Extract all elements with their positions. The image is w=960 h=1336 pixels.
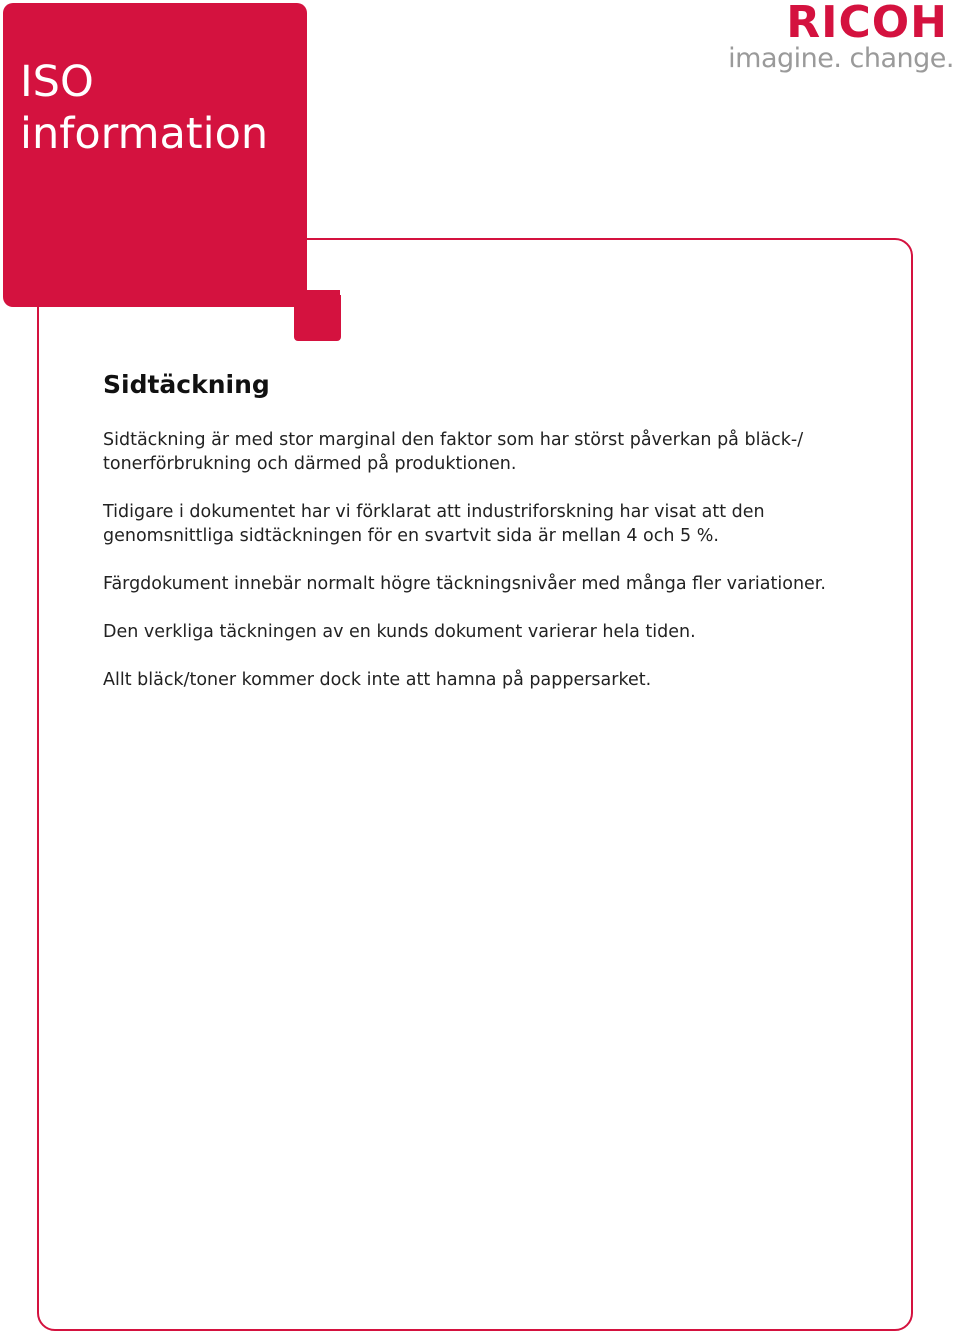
section-title: Sidtäckning (103, 370, 270, 399)
header-tab (294, 295, 341, 341)
main-content (103, 368, 863, 716)
logo-tagline: imagine. change. (728, 43, 954, 74)
paragraph-1: Sidtäckning är med stor marginal den faktor som har störst påverkan på bläck-/ tonerförbrukning och därmed på produktionen. (103, 430, 804, 474)
page-title (20, 56, 268, 160)
logo-brand-text: RICOH (786, 0, 948, 48)
page-title-line-1: ISO (20, 57, 94, 107)
ricoh-logo (728, 0, 956, 80)
paragraph-4: Den verkliga täckningen av en kunds dokument varierar hela tiden. (103, 622, 696, 642)
paragraph-3: Färgdokument innebär normalt högre täckningsnivåer med många fler variationer. (103, 574, 826, 594)
paragraph-2: Tidigare i dokumentet har vi förklarat att industriforskning har visat att den genomsnittliga sidtäckningen för en svartvit sida är mellan 4 och 5 %. (103, 502, 765, 546)
page-title-line-2: information (20, 109, 269, 159)
paragraph-5: Allt bläck/toner kommer dock inte att hamna på pappersarket. (103, 670, 652, 690)
